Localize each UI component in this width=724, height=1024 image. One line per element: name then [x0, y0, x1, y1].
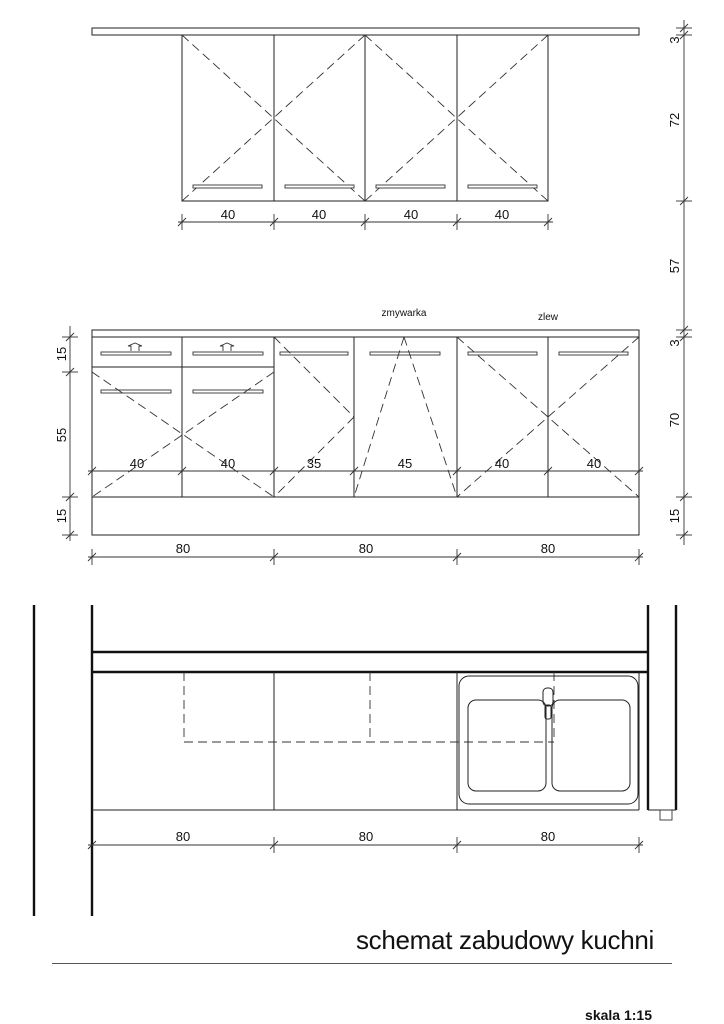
upper-width-dimension: [178, 207, 553, 230]
drawing-title: schemat zabudowy kuchni: [355, 925, 654, 955]
plan-view: [34, 605, 676, 916]
upper-width-4: 40: [494, 207, 510, 222]
sink: [459, 676, 638, 804]
dim-base-height: 70: [667, 412, 682, 428]
dishwasher-label: zmywarka: [381, 308, 427, 319]
module-width-1: 80: [175, 541, 191, 556]
module-width-3: 80: [540, 541, 556, 556]
upper-top-shelf: [92, 28, 639, 35]
dim-gap: 57: [667, 258, 682, 274]
upper-width-3: 40: [403, 207, 419, 222]
module-width-2: 80: [358, 541, 374, 556]
base-cabinets: [54, 308, 643, 565]
base-width-3: 35: [306, 456, 322, 471]
plan-width-2: 80: [358, 829, 374, 844]
dim-upper-height: 72: [667, 112, 682, 128]
countertop: [92, 330, 639, 337]
dim-door-height: 55: [54, 427, 69, 443]
upper-width-1: 40: [220, 207, 236, 222]
dim-drawer-height: 15: [54, 346, 69, 362]
drawer-handles: [101, 343, 628, 393]
sink-label: zlew: [537, 312, 559, 323]
base-width-4: 45: [397, 456, 413, 471]
sink-bowl-left: [468, 700, 546, 791]
plan-width-1: 80: [175, 829, 191, 844]
base-width-1: 40: [129, 456, 145, 471]
sink-outline: [459, 676, 638, 804]
title-divider: [52, 963, 672, 964]
plinth: [92, 497, 639, 535]
base-width-2: 40: [220, 456, 236, 471]
plan-width-3: 80: [540, 829, 556, 844]
wall-corner-detail: [660, 810, 672, 820]
dim-countertop: 3: [667, 339, 682, 347]
dim-plinth-right: 15: [667, 508, 682, 524]
base-width-5: 40: [494, 456, 510, 471]
dim-upper-shelf: 3: [667, 36, 682, 44]
base-cabinet-body: [92, 337, 639, 497]
base-door-opening-marks: [92, 337, 639, 497]
drawer-arrow-icon: [128, 343, 142, 351]
drawer-arrow-icon: [220, 343, 234, 351]
plan-hidden-lines: [184, 672, 554, 742]
upper-width-2: 40: [311, 207, 327, 222]
base-width-6: 40: [586, 456, 602, 471]
dim-plinth-left: 15: [54, 508, 69, 524]
left-height-dimension: [54, 326, 78, 541]
plan-width-dimension: [88, 829, 643, 853]
upper-cabinets: [92, 28, 639, 230]
base-module-width-dimension: [88, 541, 643, 565]
right-height-dimension: [667, 20, 692, 545]
sink-bowl-right: [552, 700, 630, 791]
drawing-scale: skala 1:15: [585, 1007, 652, 1023]
